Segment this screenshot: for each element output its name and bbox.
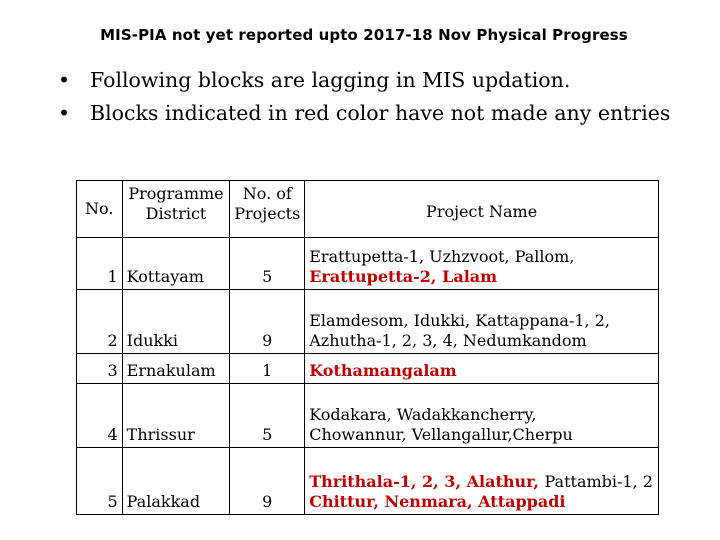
cell-no: 5: [77, 448, 123, 515]
project-name-line: [309, 472, 658, 492]
cell-no: 4: [77, 384, 123, 448]
cell-no: 3: [77, 354, 123, 384]
cell-district: Idukki: [122, 290, 230, 354]
bullet-item: • Following blocks are lagging in MIS updation.: [58, 64, 670, 97]
cell-project-name: [305, 238, 659, 290]
project-name-line: [309, 267, 658, 287]
header-district-line1: Programme: [128, 184, 224, 203]
project-name-text: Azhutha-1, 2, 3, 4, Nedumkandom: [309, 331, 587, 350]
bullet-item: • Blocks indicated in red color have not made any entries: [58, 97, 670, 130]
lagging-blocks-table: [76, 180, 659, 515]
project-name-line: [309, 425, 658, 445]
table-row: [77, 384, 659, 448]
project-name-text: Kodakara, Wadakkancherry,: [309, 405, 537, 424]
project-name-red: Chittur, Nenmara, Attappadi: [309, 492, 566, 511]
header-no: No.: [77, 181, 123, 238]
project-name-line: [309, 405, 658, 425]
cell-projects: 5: [230, 238, 305, 290]
table-row: [77, 448, 659, 515]
cell-no: 1: [77, 238, 123, 290]
table-row: [77, 238, 659, 290]
slide-title: MIS-PIA not yet reported upto 2017-18 Nov Physical Progress: [100, 26, 628, 44]
project-name-red: Thrithala-1, 2, 3, Alathur,: [309, 472, 545, 491]
table-row: [77, 354, 659, 384]
project-name-line: [309, 247, 658, 267]
header-project-name: Project Name: [305, 181, 659, 238]
table-header-row: [77, 181, 659, 238]
project-name-red: Erattupetta-2, Lalam: [309, 267, 498, 286]
project-name-red: Kothamangalam: [309, 361, 457, 380]
cell-project-name: [305, 384, 659, 448]
cell-project-name: [305, 290, 659, 354]
project-name-text: Erattupetta-1, Uzhzvoot, Pallom,: [309, 247, 575, 266]
bullet-list: [58, 64, 670, 130]
header-district-line2: District: [145, 204, 207, 223]
project-name-line: [309, 331, 658, 351]
cell-projects: 9: [230, 290, 305, 354]
cell-projects: 1: [230, 354, 305, 384]
cell-project-name: [305, 354, 659, 384]
cell-district: Ernakulam: [122, 354, 230, 384]
cell-no: 2: [77, 290, 123, 354]
header-projects-line2: Projects: [234, 204, 301, 223]
project-name-line: [309, 311, 658, 331]
project-name-line: [309, 361, 658, 381]
project-name-text: Elamdesom, Idukki, Kattappana-1, 2,: [309, 311, 610, 330]
project-name-line: [309, 492, 658, 512]
header-district: [122, 181, 230, 238]
cell-projects: 5: [230, 384, 305, 448]
header-projects-line1: No. of: [242, 184, 292, 203]
header-projects: [230, 181, 305, 238]
cell-district: Thrissur: [122, 384, 230, 448]
cell-district: Palakkad: [122, 448, 230, 515]
cell-district: Kottayam: [122, 238, 230, 290]
cell-project-name: [305, 448, 659, 515]
project-name-text: Chowannur, Vellangallur,Cherpu: [309, 425, 573, 444]
cell-projects: 9: [230, 448, 305, 515]
table-row: [77, 290, 659, 354]
project-name-text: Pattambi-1, 2: [544, 472, 653, 491]
